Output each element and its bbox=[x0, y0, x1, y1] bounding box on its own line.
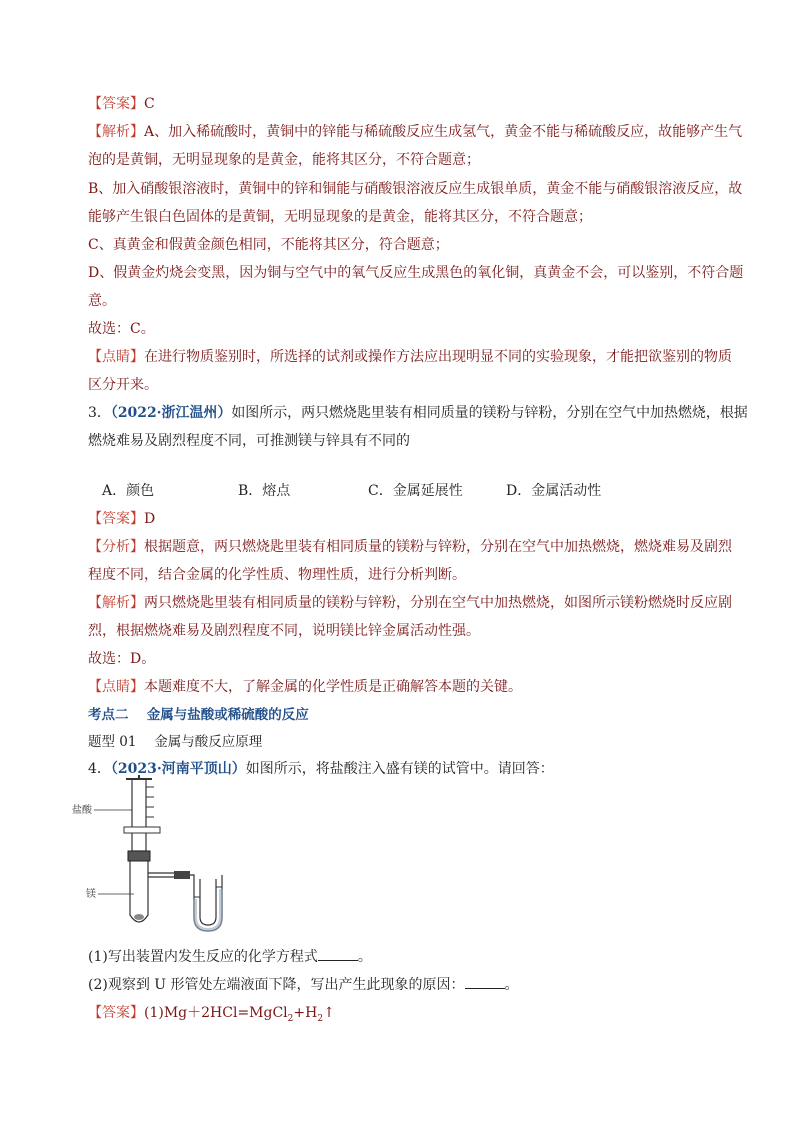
u-tube-inner bbox=[200, 879, 216, 925]
q2-analysis-line-2: 泡的是黄铜，无明显现象的是黄金，能将其区分，不符合题意； bbox=[88, 152, 480, 168]
q2-comment-line-1 bbox=[88, 348, 748, 366]
explain-tag: 【解析】 bbox=[88, 595, 144, 611]
equation-subscript: 2 bbox=[287, 1013, 294, 1024]
analysis-tag: 【解析】 bbox=[88, 124, 144, 140]
comment-text: 本题难度不大，了解金属的化学性质是正确解答本题的关键。 bbox=[144, 679, 522, 695]
answer-tag: 【答案】 bbox=[88, 511, 144, 527]
answer-blank[interactable] bbox=[465, 976, 505, 989]
q2-analysis-line-7: 意。 bbox=[88, 293, 116, 309]
valve bbox=[124, 827, 160, 833]
question-number: 3． bbox=[88, 405, 111, 421]
q2-choice: 故选：C。 bbox=[88, 321, 155, 337]
answer-value: C bbox=[144, 96, 155, 112]
q4-answer-line bbox=[88, 1004, 748, 1028]
equation-part: +H bbox=[293, 1005, 318, 1021]
q3-answer-line bbox=[88, 510, 748, 528]
q3-explain-line-1 bbox=[88, 594, 748, 612]
explain-text: 两只燃烧匙里装有相同质量的镁粉与锌粉，分别在空气中加热燃烧，如图所示镁粉燃烧时反应剧 bbox=[144, 595, 732, 611]
question-source: （2022·浙江温州） bbox=[110, 405, 232, 421]
q3-option-b: B．熔点 bbox=[238, 483, 291, 499]
syringe-barrel bbox=[132, 779, 146, 851]
q2-analysis-line-6: D、假黄金灼烧会变黑，因为铜与空气中的氧气反应生成黑色的氧化铜，真黄金不会，可以鉴别，不符合题 bbox=[88, 265, 744, 281]
sub-question-text: (2)观察到 U 形管处左端液面下降，写出产生此现象的原因： bbox=[88, 977, 465, 993]
label-acid: 盐酸 bbox=[72, 805, 92, 816]
q3-analysis-line-1 bbox=[88, 538, 748, 556]
sub-question-end: 。 bbox=[357, 949, 372, 965]
q2-comment-line-2: 区分开来。 bbox=[88, 377, 158, 393]
answer-blank[interactable] bbox=[318, 948, 358, 961]
comment-tag: 【点睛】 bbox=[88, 349, 144, 365]
q3-option-a: A．颜色 bbox=[102, 483, 155, 499]
question-source: （2023·河南平顶山） bbox=[110, 761, 246, 777]
liquid-level bbox=[194, 887, 222, 897]
comment-text: 在进行物质鉴别时，所选择的试剂或操作方法应出现明显不同的实验现象，才能把欲鉴别的物质 bbox=[144, 349, 732, 365]
q2-analysis-line-3: B、加入硝酸银溶液时，黄铜中的锌和铜能与硝酸银溶液反应生成银单质，黄金不能与硝酸银溶液反应，故 bbox=[88, 181, 743, 197]
stopper bbox=[128, 851, 150, 861]
q2-answer-line bbox=[88, 95, 748, 113]
q3-choice: 故选：D。 bbox=[88, 651, 156, 667]
label-magnesium: 镁 bbox=[86, 889, 96, 900]
section-heading: 考点二 金属与盐酸或稀硫酸的反应 bbox=[88, 707, 309, 723]
q2-analysis-line-4: 能够产生银白色固体的是黄铜，无明显现象的是黄金，能将其区分，不符合题意； bbox=[88, 209, 592, 225]
q3-analysis-line-2: 程度不同，结合金属的化学性质、物理性质，进行分析判断。 bbox=[88, 567, 466, 583]
q2-analysis-line-5: C、真黄金和假黄金颜色相同，不能将其区分，符合题意； bbox=[88, 237, 449, 253]
q3-comment-line bbox=[88, 678, 748, 696]
analysis-text: 根据题意，两只燃烧匙里装有相同质量的镁粉与锌粉，分别在空气中加热燃烧，燃烧难易及剧烈 bbox=[144, 539, 732, 555]
q4-sub2 bbox=[88, 976, 748, 994]
sub-question-text: (1)写出装置内发生反应的化学方程式 bbox=[88, 949, 318, 965]
q2-analysis-line-1 bbox=[88, 123, 748, 141]
test-tube bbox=[130, 861, 148, 922]
tube-joint bbox=[174, 871, 190, 879]
question-stem: 如图所示，将盐酸注入盛有镁的试管中。请回答： bbox=[245, 761, 554, 777]
u-tube-liquid bbox=[195, 889, 221, 930]
apparatus-diagram bbox=[70, 775, 240, 935]
sub-question-end: 。 bbox=[504, 977, 519, 993]
comment-tag: 【点睛】 bbox=[88, 679, 144, 695]
question-stem: 如图所示，两只燃烧匙里装有相同质量的镁粉与锌粉，分别在空气中加热燃烧，根据 bbox=[231, 405, 748, 421]
question-number: 4． bbox=[88, 761, 111, 777]
equation-part: Mg＋2HCl=MgCl bbox=[163, 1005, 288, 1021]
q3-option-c: C．金属延展性 bbox=[368, 483, 463, 499]
answer-value: D bbox=[144, 511, 156, 527]
answer-tag: 【答案】 bbox=[88, 1005, 144, 1021]
section-subheading: 题型 01 金属与酸反应原理 bbox=[88, 734, 263, 750]
q4-sub1 bbox=[88, 948, 748, 966]
analysis-tag: 【分析】 bbox=[88, 539, 144, 555]
gas-arrow-icon: ↑ bbox=[323, 1005, 335, 1021]
q3-stem-line-1 bbox=[88, 404, 746, 422]
q3-option-d: D．金属活动性 bbox=[506, 483, 602, 499]
analysis-text: A、加入稀硫酸时，黄铜中的锌能与稀硫酸反应生成氢气，黄金不能与稀硫酸反应，故能够产生气 bbox=[144, 124, 743, 140]
answer-tag: 【答案】 bbox=[88, 96, 144, 112]
answer-prefix: (1) bbox=[144, 1005, 164, 1021]
magnesium bbox=[134, 914, 144, 920]
q3-explain-line-2: 烈，根据燃烧难易及剧烈程度不同，说明镁比锌金属活动性强。 bbox=[88, 623, 480, 639]
q3-stem-line-2: 燃烧难易及剧烈程度不同，可推测镁与锌具有不同的 bbox=[88, 433, 410, 449]
equation-subscript: 2 bbox=[317, 1013, 324, 1024]
